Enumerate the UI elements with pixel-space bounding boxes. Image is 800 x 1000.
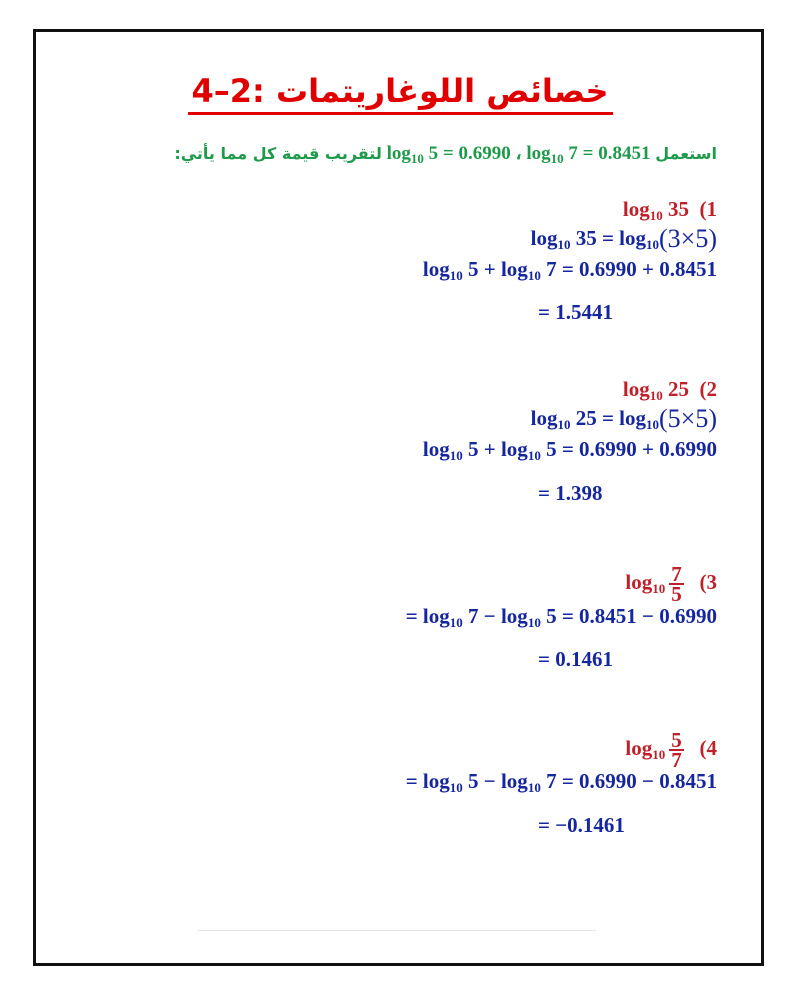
problem-3-step: = $\log_{10} 7 - \log_{10} 5 = 0.8451 - 0.6990$: [405, 604, 717, 630]
problem-2-label: $\log_{10} 25$ (2: [622, 377, 717, 403]
problem-1-result: = 1.5441: [538, 300, 613, 324]
problem-1-number: (1: [699, 197, 717, 221]
problem-1-label: $\log_{10} 35$ (1: [622, 197, 717, 223]
intro-text-use: استعمل: [655, 144, 717, 163]
given-log7: $\log_{10} 7 = 0.8451$: [526, 143, 651, 166]
page-title: [0, 72, 800, 115]
problem-2-step1: $\log_{10} 25 = \log_{10}(5\times 5)$: [530, 404, 717, 433]
problem-2-step2: $\log_{10} 5 + \log_{10} 5 = 0.6990 + 0.6990$: [422, 437, 717, 463]
page-border: [33, 29, 764, 966]
problem-2-number: (2: [699, 377, 717, 401]
intro-text-approx: لتقريب قيمة كل مما يأتي:: [174, 144, 382, 163]
problem-3-fraction: $\frac{7}{5}$: [671, 562, 682, 606]
problem-1-step1: $\log_{10} 35 = \log_{10}(3\times 5)$: [530, 224, 717, 253]
problem-3-number: (3: [699, 569, 717, 594]
problem-1-step2: $\log_{10} 5 + \log_{10} 7 = 0.6990 + 0.8451$: [422, 257, 717, 283]
problem-4-result: = −0.1461: [538, 813, 625, 837]
problem-4-label: $\log_{10}$ $\frac{5}{7}$ (4: [625, 728, 717, 772]
intro-separator: ،: [515, 143, 522, 164]
intro-line: [77, 142, 717, 166]
page-title-text: 4–2: خصائص اللوغاريتمات: [188, 72, 613, 115]
problem-4-fraction: $\frac{5}{7}$: [671, 728, 682, 772]
footer-divider: [198, 930, 596, 931]
given-log5: $\log_{10} 5 = 0.6990$: [386, 143, 511, 166]
problem-3-label: $\log_{10}$ $\frac{7}{5}$ (3: [625, 562, 717, 606]
problem-4-number: (4: [699, 735, 717, 760]
problem-2-result: = 1.398: [538, 481, 603, 505]
problem-4-step: = $\log_{10} 5 - \log_{10} 7 = 0.6990 - 0.8451$: [405, 769, 717, 795]
problem-3-result: = 0.1461: [538, 647, 613, 671]
